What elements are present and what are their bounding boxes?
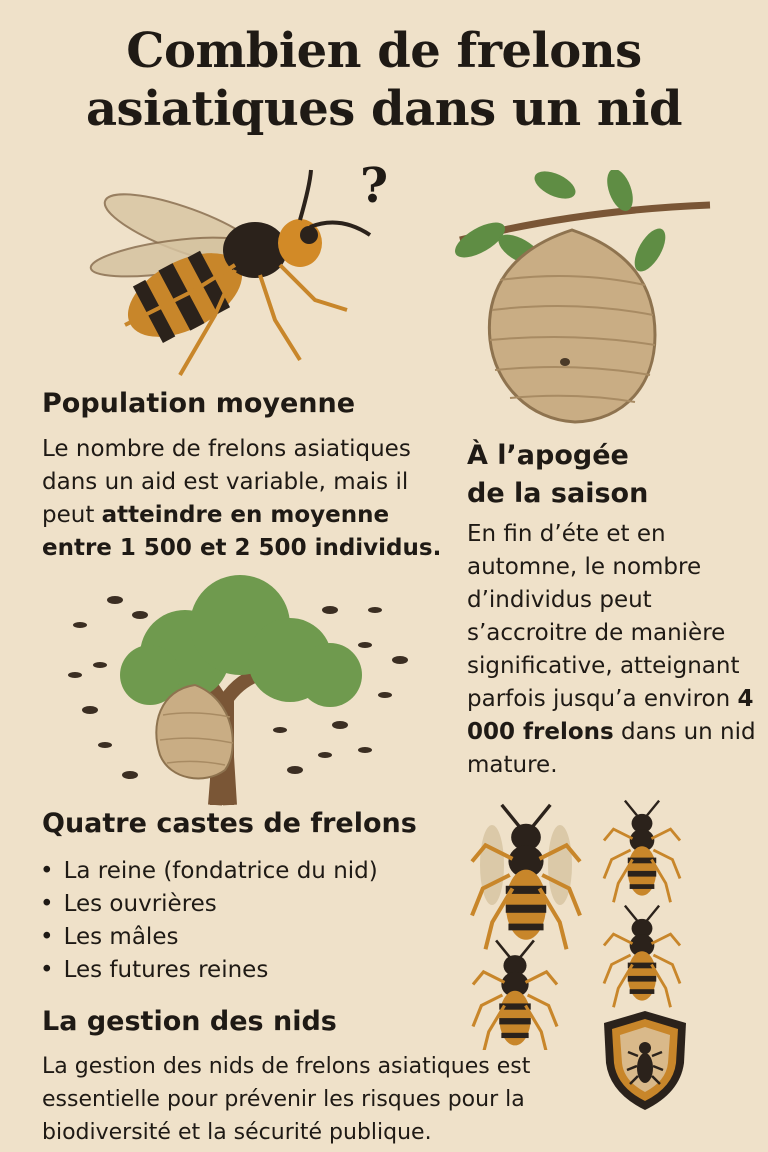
apogee-body-end: dans un nid mature.	[467, 719, 756, 778]
gestion-heading: La gestion des nids	[42, 1006, 337, 1037]
title-question-mark: ?	[360, 158, 389, 214]
caste-item-ouvrieres: • Les ouvrières	[40, 888, 378, 921]
caste-item-futures-reines: • Les futures reines	[40, 954, 378, 987]
hornet-icon	[85, 165, 375, 380]
population-body: Le nombre de frelons asiatiques dans un aid est variable, mais il peut	[42, 436, 411, 528]
castes-heading: Quatre castes de frelons	[42, 808, 417, 839]
apogee-body: En fin d’éte et en automne, le nombre d’individus peut s’accroitre de manière significative, atteignant parfois jusqu’a environ	[467, 521, 740, 712]
caste-item-reine: • La reine (fondatrice du nid)	[40, 855, 378, 888]
caste-item-males: • Les mâles	[40, 921, 378, 954]
apogee-heading-line1: À l’apogée	[467, 440, 629, 471]
population-heading: Population moyenne	[42, 388, 356, 419]
population-text	[42, 433, 462, 565]
shield-icon	[600, 1008, 690, 1113]
castes-list	[40, 855, 378, 987]
apogee-bold: 4 000 frelons	[467, 686, 754, 745]
page-title: Combien de frelons asiatiques dans un nid	[85, 23, 683, 137]
hanging-nest-icon	[440, 170, 720, 425]
apogee-text	[467, 518, 757, 782]
apogee-heading-line2: de la saison	[467, 478, 649, 509]
gestion-text: La gestion des nids de frelons asiatiques est essentielle pour prévenir les risques pour la biodiversité et la sécurité publique.	[42, 1054, 531, 1145]
apogee-heading	[467, 437, 727, 513]
tree-with-nest-icon	[65, 575, 420, 810]
population-bold: atteindre en moyenne entre 1 500 et 2 500 individus.	[42, 502, 442, 561]
